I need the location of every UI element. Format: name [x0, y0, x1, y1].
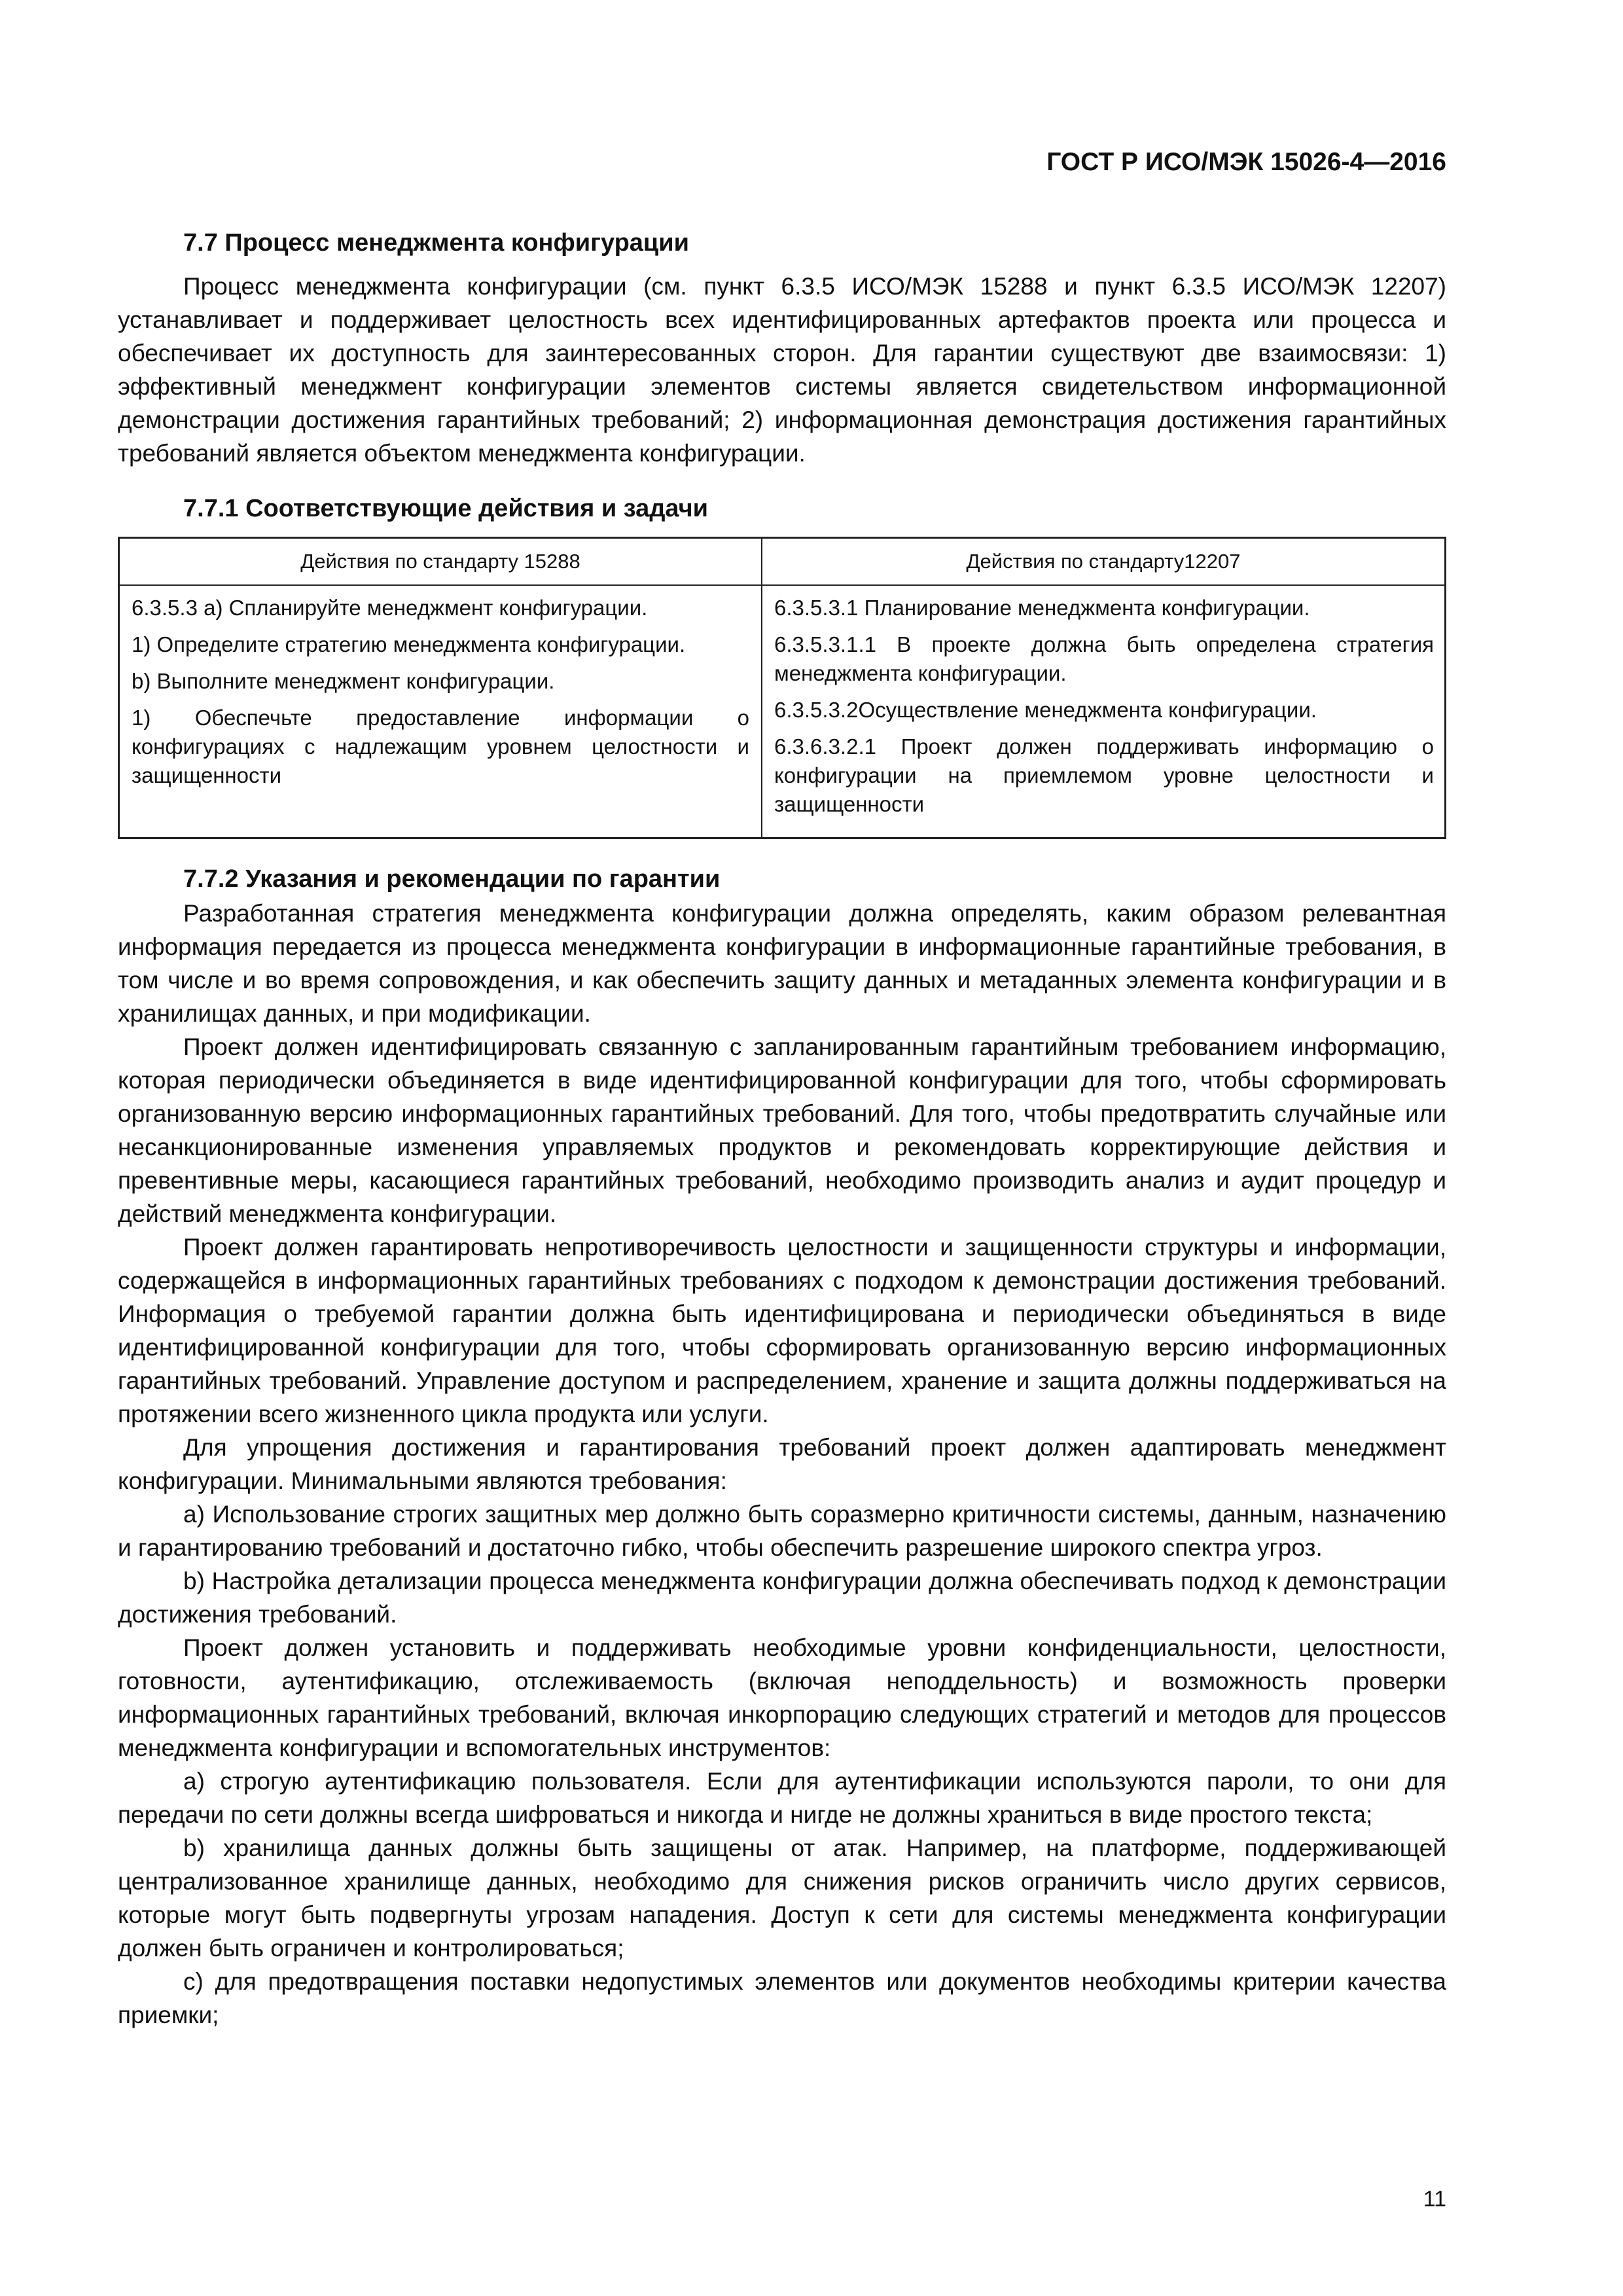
table-column-12207 — [774, 594, 1434, 827]
table-cell: 6.3.5.3.2Осуществление менеджмента конфигурации. — [774, 698, 1317, 722]
paragraph: Разработанная стратегия менеджмента конфигурации должна определять, каким образом релевантная информация передается из процесса менеджмента конфигурации в информационные гарантийные требования, в том числе и во время сопровождения, и как обеспечить защиту данных и метаданных элемента конфигурации и в хранилищах данных, и при модификации. — [118, 900, 1446, 1027]
list-item: b) хранилища данных должны быть защищены от атак. Например, на платформе, поддерживающей централизованное хранилище данных, необходимо для снижения рисков ограничить число других сервисов, которые могут быть подвергнуты угрозам нападения. Доступ к сети для системы менеджмента конфигурации должен быть ограничен и контролироваться; — [118, 1835, 1446, 1962]
paragraph: Проект должен идентифицировать связанную с запланированным гарантийным требованием информацию, которая периодически объединяется в виде идентифицированной конфигурации для того, чтобы сформировать организованную версию информационных гарантийных требований. Для того, чтобы предотвратить случайные или несанкционированные изменения управляемых продуктов и рекомендовать корректирующие действия и превентивные меры, касающиеся гарантийных требований, необходимо производить анализ и аудит процедур и действий менеджмента конфигурации. — [118, 1033, 1446, 1227]
list-item: с) для предотвращения поставки недопустимых элементов или документов необходимы критерии качества приемки; — [118, 1968, 1446, 2028]
table-header-15288: Действия по стандарту 15288 — [300, 550, 580, 573]
list-item: а) строгую аутентификацию пользователя. Если для аутентификации используются пароли, то они для передачи по сети должны всегда шифроваться и никогда и нигде не должны храниться в виде простого текста; — [118, 1768, 1446, 1828]
table-cell: 1) Определите стратегию менеджмента конфигурации. — [132, 632, 686, 656]
table-header-divider — [120, 584, 1444, 586]
paragraph: Проект должен гарантировать непротиворечивость целостности и защищенности структуры и информации, содержащейся в информационных гарантийных требованиях с подходом к демонстрации достижения требований. Информация о требуемой гарантии должна быть идентифицирована и периодически объединяться в виде идентифицированной конфигурации для того, чтобы сформировать организованную версию информационных гарантийных требований. Управление доступом и распределением, хранение и защита должны поддерживаться на протяжении всего жизненного цикла продукта или услуги. — [118, 1234, 1446, 1427]
page-number: 11 — [1423, 2187, 1446, 2212]
table-cell: 6.3.5.3 а) Спланируйте менеджмент конфигурации. — [132, 596, 648, 620]
table-cell: 6.3.5.3.1.1 В проекте должна быть определена стратегия менеджмента конфигурации. — [774, 632, 1434, 685]
subsection-title-7-7-1: 7.7.1 Соответствующие действия и задачи — [183, 495, 709, 522]
subsection-title-7-7-2: 7.7.2 Указания и рекомендации по гарантии — [183, 865, 721, 893]
section-intro-block — [118, 270, 1446, 470]
guidance-text-block — [118, 897, 1446, 2032]
section-title: 7.7 Процесс менеджмента конфигурации — [183, 229, 690, 257]
document-header-code: ГОСТ Р ИСО/МЭК 15026-4—2016 — [1046, 148, 1446, 176]
document-page — [118, 131, 1446, 2212]
activities-table — [118, 537, 1446, 839]
table-column-15288 — [132, 594, 749, 798]
table-header-12207: Действия по стандарту12207 — [966, 550, 1241, 573]
table-cell: 1) Обеспечьте предоставление информации о конфигурациях с надлежащим уровнем целостности и защищенности — [132, 706, 749, 787]
list-item: b) Настройка детализации процесса менеджмента конфигурации должна обеспечивать подход к демонстрации достижения требований. — [118, 1568, 1446, 1628]
paragraph: Для упрощения достижения и гарантирования требований проект должен адаптировать менеджмент конфигурации. Минимальными являются требования: — [118, 1434, 1446, 1494]
table-cell: 6.3.5.3.1 Планирование менеджмента конфигурации. — [774, 596, 1310, 620]
table-cell: b) Выполните менеджмент конфигурации. — [132, 669, 555, 693]
list-item: а) Использование строгих защитных мер должно быть соразмерно критичности системы, данным, назначению и гарантированию требований и достаточно гибко, чтобы обеспечить разрешение широкого спектра угроз. — [118, 1501, 1446, 1561]
paragraph: Проект должен установить и поддерживать необходимые уровни конфиденциальности, целостности, готовности, аутентификацию, отслеживаемость (включая неподдельность) и возможность проверки информационных гарантийных требований, включая инкорпорацию следующих стратегий и методов для процессов менеджмента конфигурации и вспомогательных инструментов: — [118, 1634, 1446, 1761]
table-cell: 6.3.6.3.2.1 Проект должен поддерживать информацию о конфигурации на приемлемом уровне целостности и защищенности — [774, 734, 1434, 816]
section-intro-paragraph: Процесс менеджмента конфигурации (см. пункт 6.3.5 ИСО/МЭК 15288 и пункт 6.3.5 ИСО/МЭК 12207) устанавливает и поддерживает целостность всех идентифицированных артефактов проекта или процесса и обеспечивает их доступность для заинтересованных сторон. Для гарантии существуют две взаимосвязи: 1) эффективный менеджмент конфигурации элементов системы является свидетельством информационной демонстрации достижения гарантийных требований; 2) информационная демонстрация достижения гарантийных требований является объектом менеджмента конфигурации. — [118, 273, 1446, 467]
